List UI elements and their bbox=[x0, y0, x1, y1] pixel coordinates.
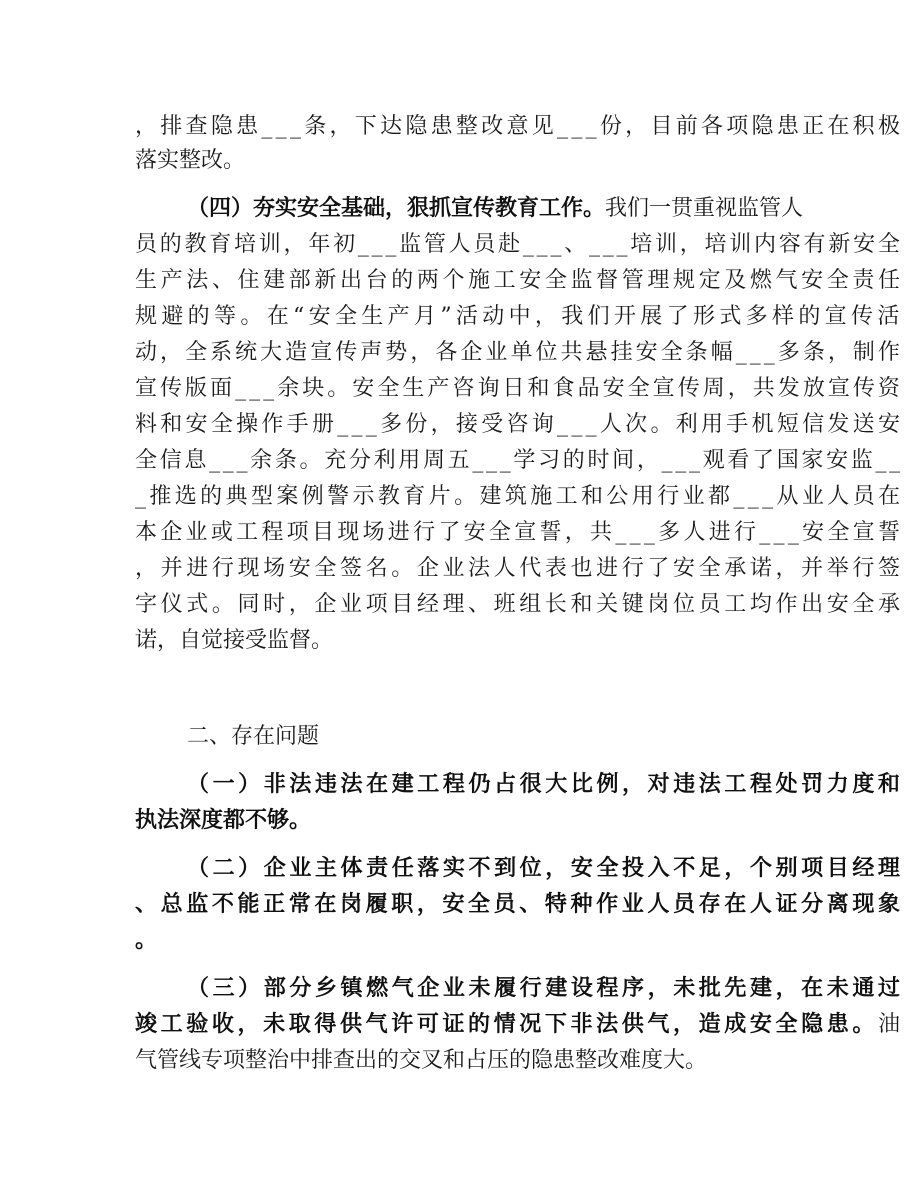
text-line bbox=[135, 554, 904, 584]
bold-text-segment: 、总监不能正常在岗履职，安全员、特种作业人员存在人证分离现象 bbox=[135, 892, 904, 917]
text-line bbox=[135, 374, 903, 404]
text-segment: 我们一贯重视监管人 bbox=[605, 196, 804, 221]
bold-text-segment: 执法深度都不够。 bbox=[135, 808, 312, 833]
text-line bbox=[135, 1046, 707, 1076]
text-segment: 气管线专项整治中排查出的交叉和占压的隐患整改难度大。 bbox=[135, 1048, 708, 1073]
text-line bbox=[135, 112, 903, 142]
text-line bbox=[135, 806, 311, 836]
text-line bbox=[135, 230, 903, 260]
text-segment: ，排查隐患___条，下达隐患整改意见___份，目前各项隐患正在积极 bbox=[135, 114, 904, 139]
text-line bbox=[135, 1010, 904, 1040]
bold-text-segment: （一）非法违法在建工程仍占很大比例，对违法工程处罚力度和 bbox=[187, 772, 904, 797]
text-line bbox=[135, 410, 903, 440]
text-line bbox=[135, 518, 903, 548]
text-segment: 料和安全操作手册___多份，接受咨询___人次。利用手机短信发送安 bbox=[135, 412, 904, 437]
text-segment: 动，全系统大造宣传声势，各企业单位共悬挂安全条幅___多条，制作 bbox=[135, 340, 903, 365]
text-segment: 员的教育培训，年初___监管人员赴___、___培训，培训内容有新安全 bbox=[135, 232, 903, 257]
text-segment: 二、存在问题 bbox=[187, 724, 320, 749]
text-line bbox=[135, 482, 903, 512]
text-line bbox=[135, 446, 903, 476]
text-segment: 生产法、住建部新出台的两个施工安全监督管理规定及燃气安全责任 bbox=[135, 268, 904, 293]
text-line bbox=[135, 590, 904, 620]
text-line bbox=[135, 302, 904, 332]
text-line bbox=[187, 974, 904, 1004]
text-line bbox=[187, 770, 904, 800]
text-line bbox=[135, 890, 904, 920]
text-segment: 全信息___余条。充分利用周五___学习的时间，___观看了国家安监__ bbox=[135, 448, 903, 473]
text-segment: 诺，自觉接受监督。 bbox=[135, 628, 334, 653]
bold-text-segment: （二）企业主体责任落实不到位，安全投入不足，个别项目经理 bbox=[187, 856, 904, 881]
text-segment: _推选的典型案例警示教育片。建筑施工和公用行业都___从业人员在 bbox=[135, 484, 904, 509]
text-line bbox=[187, 854, 904, 884]
text-segment: ，并进行现场安全签名。企业法人代表也进行了安全承诺，并举行签 bbox=[135, 556, 904, 581]
text-segment: 字仪式。同时，企业项目经理、班组长和关键岗位员工均作出安全承 bbox=[135, 592, 904, 617]
bold-text-segment: 竣工验收，未取得供气许可证的情况下非法供气，造成安全隐患。 bbox=[135, 1012, 878, 1037]
text-line bbox=[187, 194, 803, 224]
text-line bbox=[135, 626, 333, 656]
text-segment: 规避的等。在“安全生产月”活动中，我们开展了形式多样的宣传活 bbox=[135, 304, 904, 329]
text-segment: 宣传版面___余块。安全生产咨询日和食品安全宣传周，共发放宣传资 bbox=[135, 376, 903, 401]
text-segment: 本企业或工程项目现场进行了安全宣誓，共___多人进行___安全宣誓 bbox=[135, 520, 904, 545]
text-line bbox=[135, 266, 904, 296]
text-line bbox=[135, 926, 157, 956]
text-segment: 落实整改。 bbox=[135, 148, 246, 173]
bold-text-segment: 。 bbox=[135, 928, 158, 953]
text-line bbox=[135, 146, 245, 176]
text-line bbox=[135, 338, 903, 368]
text-segment: 油 bbox=[877, 1012, 904, 1037]
text-line bbox=[187, 722, 319, 752]
bold-text-segment: （三）部分乡镇燃气企业未履行建设程序，未批先建，在未通过 bbox=[187, 976, 904, 1001]
bold-text-segment: （四）夯实安全基础，狠抓宣传教育工作。 bbox=[187, 196, 606, 221]
